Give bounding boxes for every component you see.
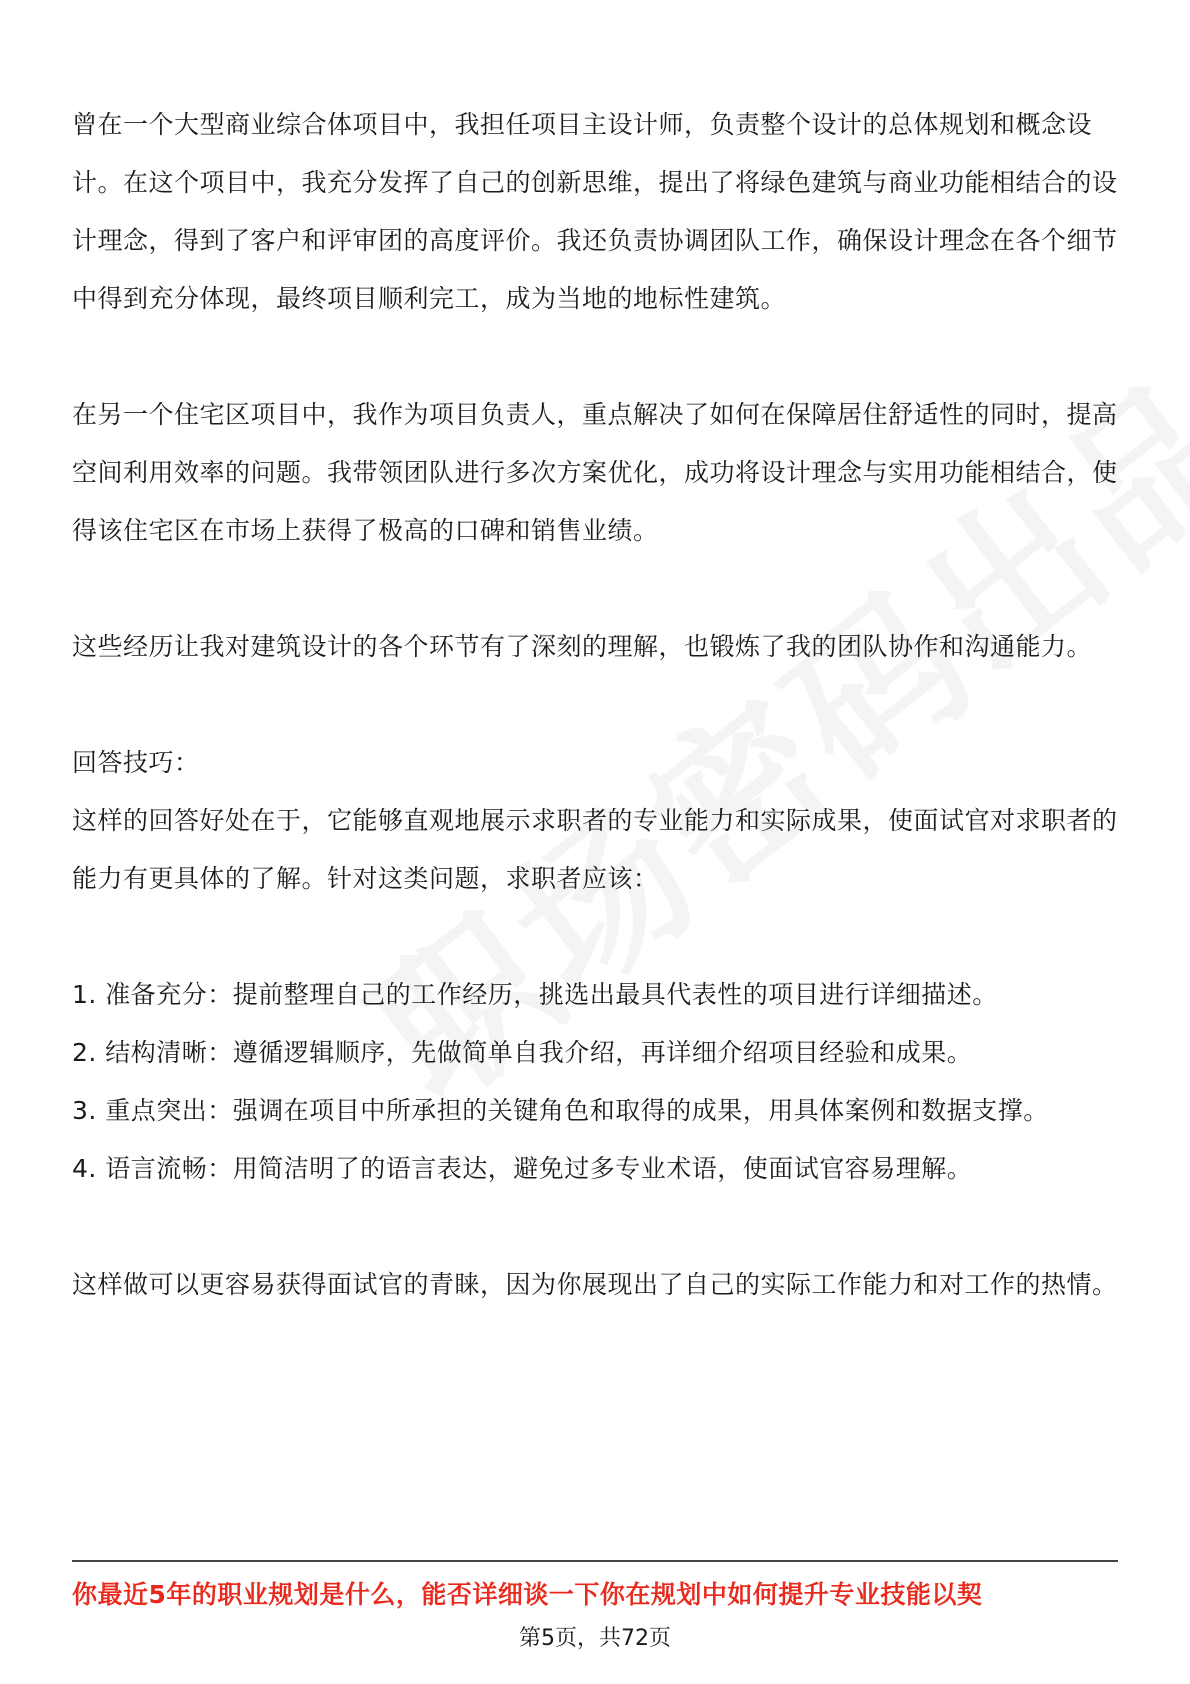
tips-heading: 回答技巧： <box>72 748 200 777</box>
list-item: 3. 重点突出：强调在项目中所承担的关键角色和取得的成果，用具体案例和数据支撑。 <box>72 1096 1049 1125</box>
paragraph-summary: 这些经历让我对建筑设计的各个环节有了深刻的理解，也锻炼了我的团队协作和沟通能力。 <box>72 632 1093 661</box>
content-body <box>72 96 1118 1314</box>
paragraph-commercial-project: 曾在一个大型商业综合体项目中，我担任项目主设计师，负责整个设计的总体规划和概念设计。在这个项目中，我充分发挥了自己的创新思维，提出了将绿色建筑与商业功能相结合的设计理念，得到了客户和评审团的高度评价。我还负责协调团队工作，确保设计理念在各个细节中得到充分体现，最终项目顺利完工，成为当地的地标性建筑。 <box>72 110 1118 313</box>
tips-conclusion: 这样做可以更容易获得面试官的青睐，因为你展现出了自己的实际工作能力和对工作的热情。 <box>72 1270 1118 1299</box>
list-item: 2. 结构清晰：遵循逻辑顺序，先做简单自我介绍，再详细介绍项目经验和成果。 <box>72 1038 973 1067</box>
paragraph-residential-project: 在另一个住宅区项目中，我作为项目负责人，重点解决了如何在保障居住舒适性的同时，提高空间利用效率的问题。我带领团队进行多次方案优化，成功将设计理念与实用功能相结合，使得该住宅区在市场上获得了极高的口碑和销售业绩。 <box>72 400 1118 545</box>
section-divider <box>72 1560 1118 1562</box>
next-question-heading: 你最近5年的职业规划是什么，能否详细谈一下你在规划中如何提升专业技能以契 <box>72 1580 983 1609</box>
list-item: 4. 语言流畅：用简洁明了的语言表达，避免过多专业术语，使面试官容易理解。 <box>72 1154 973 1183</box>
list-item: 1. 准备充分：提前整理自己的工作经历，挑选出最具代表性的项目进行详细描述。 <box>72 980 998 1009</box>
tips-list <box>72 966 1118 1198</box>
tips-intro: 这样的回答好处在于，它能够直观地展示求职者的专业能力和实际成果，使面试官对求职者的能力有更具体的了解。针对这类问题，求职者应该： <box>72 806 1118 893</box>
page-number: 第5页，共72页 <box>519 1626 671 1651</box>
